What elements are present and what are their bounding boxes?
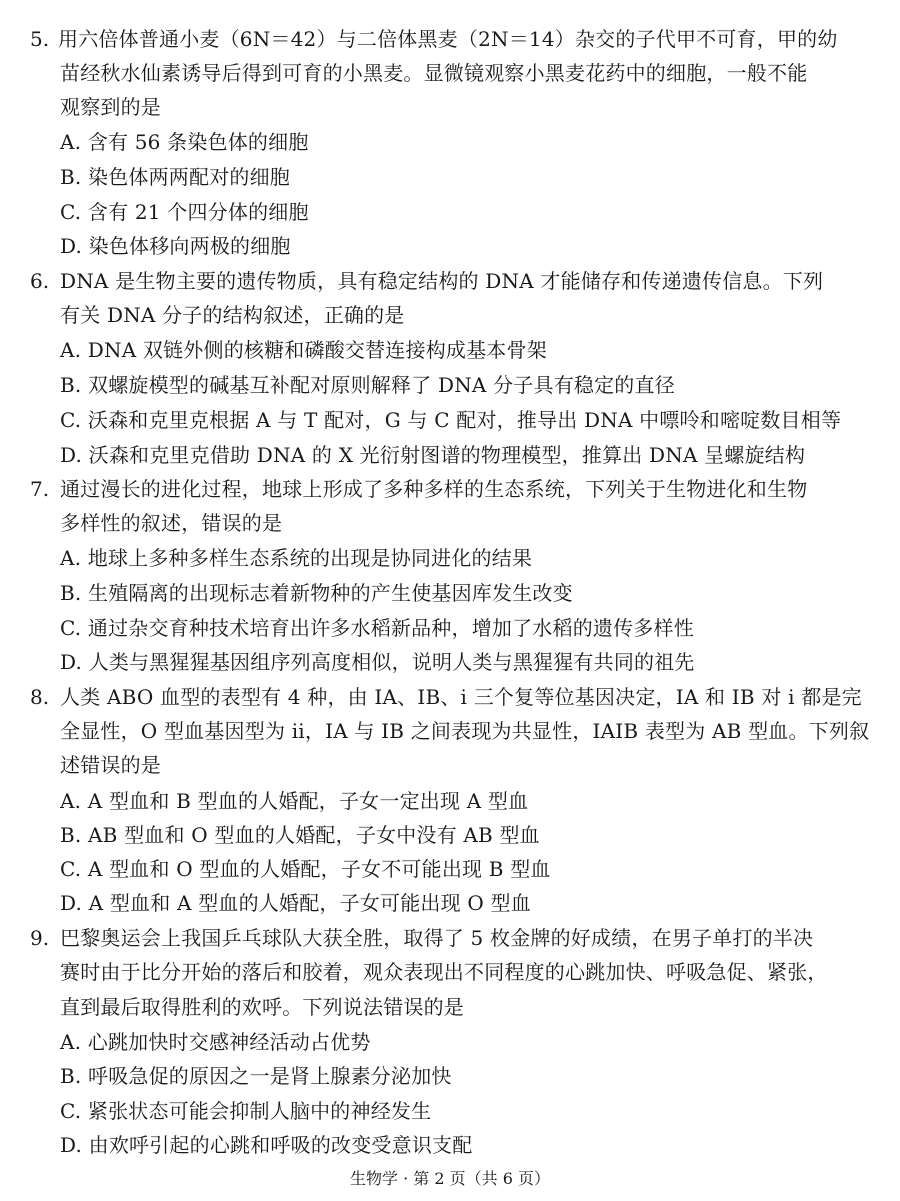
question-stem-line: 有关 DNA 分子的结构叙述，正确的是: [60, 303, 405, 327]
option-a: A. 含有 56 条染色体的细胞: [60, 130, 309, 154]
option-b: B. 呼吸急促的原因之一是肾上腺素分泌加快: [60, 1064, 452, 1088]
question-stem-line: 述错误的是: [60, 753, 161, 777]
question-stem-line: 赛时由于比分开始的落后和胶着，观众表现出不同程度的心跳加快、呼吸急促、紧张，: [60, 960, 828, 984]
question-stem-line: 巴黎奥运会上我国乒乓球队大获全胜，取得了 5 枚金牌的好成绩，在男子单打的半决: [60, 926, 814, 950]
option-d: D. 人类与黑猩猩基因组序列高度相似，说明人类与黑猩猩有共同的祖先: [60, 650, 695, 674]
question-number: 5.: [30, 27, 50, 51]
question-stem-line: 全显性，O 型血基因型为 ii，IA 与 IB 之间表现为共显性，IAIB 表型为 AB 型血。下列叙: [60, 719, 870, 743]
option-d: D. 沃森和克里克借助 DNA 的 X 光衍射图谱的物理模型，推算出 DNA 呈螺旋结构: [60, 443, 806, 467]
option-c: C. 沃森和克里克根据 A 与 T 配对，G 与 C 配对，推导出 DNA 中嘌呤和嘧啶数目相等: [60, 408, 842, 432]
question-stem-line: 多样性的叙述，错误的是: [60, 511, 283, 535]
question-stem-line: DNA 是生物主要的遗传物质，具有稳定结构的 DNA 才能储存和传递遗传信息。下列: [60, 269, 824, 293]
question-stem-line: 直到最后取得胜利的欢呼。下列说法错误的是: [60, 995, 464, 1019]
option-b: B. 双螺旋模型的碱基互补配对原则解释了 DNA 分子具有稳定的直径: [60, 373, 675, 397]
option-a: A. DNA 双链外侧的核糖和磷酸交替连接构成基本骨架: [60, 338, 547, 362]
question-number: 6.: [30, 269, 50, 293]
option-d: D. 由欢呼引起的心跳和呼吸的改变受意识支配: [60, 1133, 473, 1157]
option-d: D. A 型血和 A 型血的人婚配，子女可能出现 O 型血: [60, 891, 531, 915]
question-stem-line: 通过漫长的进化过程，地球上形成了多种多样的生态系统，下列关于生物进化和生物: [60, 477, 808, 501]
option-d: D. 染色体移向两极的细胞: [60, 234, 291, 258]
option-b: B. 染色体两两配对的细胞: [60, 165, 291, 189]
question-stem-line: 观察到的是: [60, 95, 161, 119]
option-c: C. A 型血和 O 型血的人婚配，子女不可能出现 B 型血: [60, 857, 551, 881]
question-stem-line: 用六倍体普通小麦（6N＝42）与二倍体黑麦（2N＝14）杂交的子代甲不可育，甲的幼: [58, 27, 838, 51]
question-number: 7.: [30, 477, 50, 501]
question-stem-line: 苗经秋水仙素诱导后得到可育的小黑麦。显微镜观察小黑麦花药中的细胞，一般不能: [60, 61, 808, 85]
option-b: B. 生殖隔离的出现标志着新物种的产生使基因库发生改变: [60, 581, 573, 605]
question-stem-line: 人类 ABO 血型的表型有 4 种，由 IA、IB、i 三个复等位基因决定，IA 和 IB 对 i 都是完: [60, 685, 862, 709]
option-a: A. 地球上多种多样生态系统的出现是协同进化的结果: [60, 546, 533, 570]
option-c: C. 紧张状态可能会抑制人脑中的神经发生: [60, 1099, 432, 1123]
option-c: C. 通过杂交育种技术培育出许多水稻新品种，增加了水稻的遗传多样性: [60, 616, 694, 640]
page-footer: 生物学 · 第 2 页（共 6 页）: [350, 1169, 550, 1188]
option-a: A. A 型血和 B 型血的人婚配，子女一定出现 A 型血: [60, 789, 529, 813]
option-a: A. 心跳加快时交感神经活动占优势: [60, 1030, 371, 1054]
option-c: C. 含有 21 个四分体的细胞: [60, 200, 309, 224]
question-number: 8.: [30, 685, 50, 709]
option-b: B. AB 型血和 O 型血的人婚配，子女中没有 AB 型血: [60, 823, 540, 847]
question-number: 9.: [30, 926, 50, 950]
